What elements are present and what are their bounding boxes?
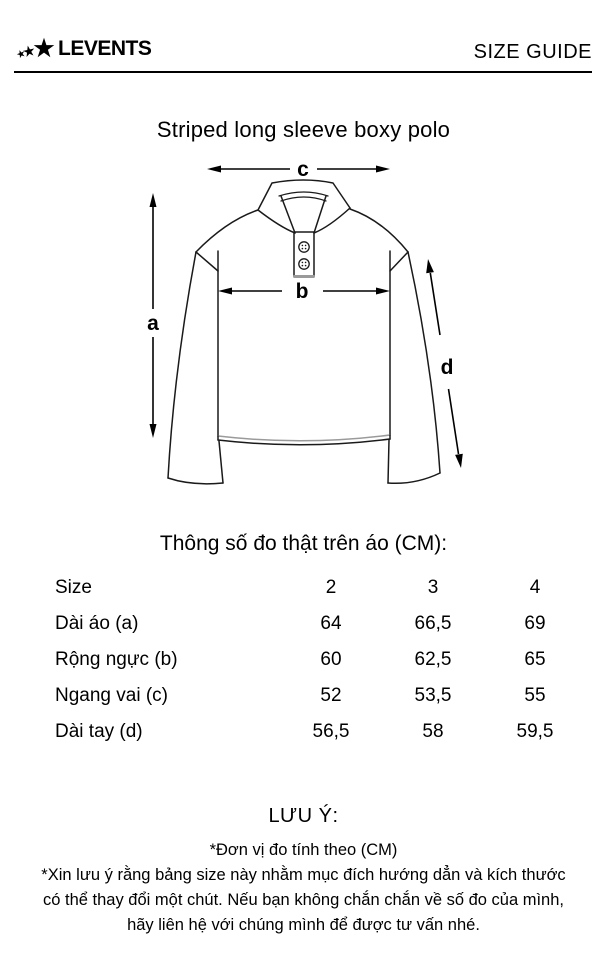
size-table-title: Thông số đo thật trên áo (CM): <box>159 532 448 555</box>
measure-label-b: b <box>295 280 309 303</box>
cell-value: 55 <box>524 685 546 706</box>
note-disclaimer: *Xin lưu ý rằng bảng size này nhằm mục đích hướng dẳn và kích thước có thể thay đổi một chút. Nếu bạn không chắn chắn về số đo của mình, hãy liên hệ với chúng mình để được tư vấn nhé. <box>41 866 566 934</box>
notes-heading: LƯU Ý: <box>268 805 339 827</box>
brand-logo <box>14 34 151 64</box>
header <box>14 0 592 73</box>
measure-label-c: c <box>297 158 309 181</box>
cell-value: 59,5 <box>516 721 554 742</box>
cell-value: 62,5 <box>414 649 452 670</box>
cell-value: 66,5 <box>414 613 452 634</box>
measure-label-d: d <box>440 356 454 379</box>
measure-label-a: a <box>147 312 159 335</box>
product-title: Striped long sleeve boxy polo <box>156 117 451 142</box>
row-label-chest-width: Rộng ngực (b) <box>55 649 178 670</box>
cell-value: 52 <box>320 685 342 706</box>
row-label-shoulder-width: Ngang vai (c) <box>55 685 168 706</box>
table-header-row <box>55 570 586 606</box>
column-header-size-2: 2 <box>325 577 337 598</box>
row-label-body-length: Dài áo (a) <box>55 613 139 634</box>
cell-value: 60 <box>320 649 342 670</box>
table-row <box>55 606 586 642</box>
column-header-size-4: 4 <box>529 577 541 598</box>
size-table <box>55 570 586 750</box>
cell-value: 65 <box>524 649 546 670</box>
cell-value: 53,5 <box>414 685 452 706</box>
notes-body <box>33 838 574 938</box>
polo-outline <box>168 180 440 484</box>
placket-buttons <box>299 242 309 269</box>
table-row <box>55 714 586 750</box>
cell-value: 69 <box>524 613 546 634</box>
brand-name: LEVENTS <box>58 37 152 60</box>
column-header-size-3: 3 <box>427 577 439 598</box>
column-header-size: Size <box>55 577 92 598</box>
row-label-sleeve-length: Dài tay (d) <box>55 721 143 742</box>
cell-value: 64 <box>320 613 342 634</box>
measure-arrows <box>150 166 463 469</box>
cell-value: 56,5 <box>312 721 350 742</box>
garment-diagram <box>130 155 480 500</box>
note-unit: *Đơn vị đo tính theo (CM) <box>209 841 398 859</box>
polo-illustration-svg <box>130 155 480 500</box>
cell-value: 58 <box>422 721 444 742</box>
page-title: SIZE GUIDE <box>473 41 592 63</box>
table-row <box>55 678 586 714</box>
table-row <box>55 642 586 678</box>
